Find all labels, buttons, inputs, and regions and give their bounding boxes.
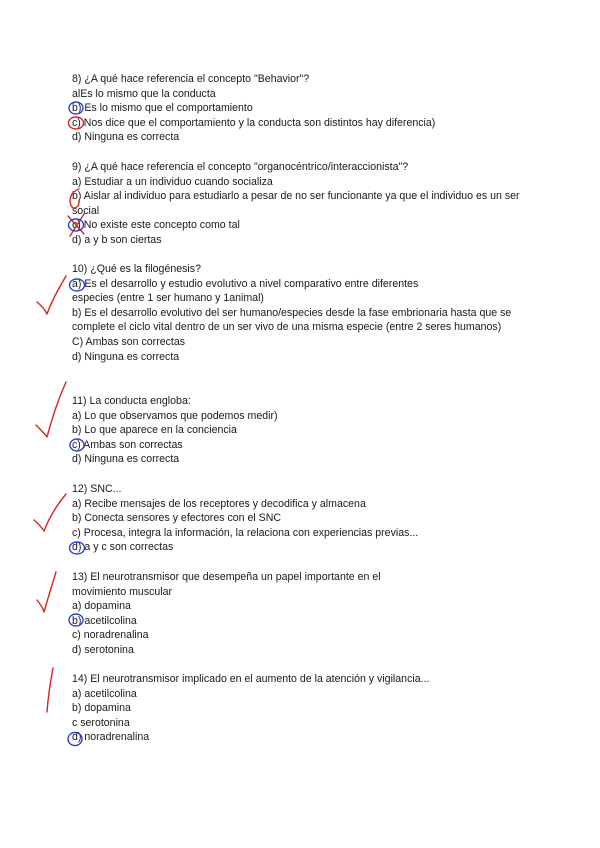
question-title: 9) ¿A qué hace referencia el concepto "organocéntrico/interaccionista"? — [72, 161, 409, 173]
option-a: alEs lo mismo que la conducta — [72, 87, 216, 100]
option-b: b) dopamina — [72, 702, 131, 715]
option-c: c serotonina — [72, 716, 130, 729]
question-11 — [72, 394, 532, 467]
question-title: 14) El neurotransmisor implicado en el aumento de la atención y vigilancia... — [72, 673, 430, 685]
option-b: b) Es lo mismo que el comportamiento — [72, 102, 253, 115]
question-title: 10) ¿Qué es la filogénesis? — [72, 263, 201, 275]
red-checkmark — [34, 494, 66, 531]
option-d: d) Ninguna es correcta — [72, 453, 180, 466]
option-d: d) Ninguna es correcta — [72, 350, 180, 363]
question-title: 13) El neurotransmisor que desempeña un papel importante en el movimiento muscular — [72, 571, 381, 598]
option-a: a) Lo que observamos que podemos medir) — [72, 409, 278, 422]
red-checkmark — [37, 572, 56, 612]
option-a: a) acetilcolina — [72, 687, 137, 700]
option-c: C) Ambas son correctas — [72, 335, 186, 348]
question-9 — [72, 160, 532, 248]
option-a: a) Es el desarrollo y estudio evolutivo a nivel comparativo entre diferentes especies (entre 1 ser humano y 1animal) — [72, 277, 419, 305]
option-d: d) a y c son correctas — [72, 541, 174, 554]
option-a: a) dopamina — [72, 600, 131, 613]
option-b: b) acetilcolina — [72, 614, 137, 627]
red-checkmark — [37, 276, 66, 314]
question-title: 11) La conducta engloba: — [72, 395, 191, 407]
option-c: c) Ambas son correctas — [72, 438, 183, 451]
option-a: a) Estudiar a un individuo cuando socializa — [72, 175, 273, 188]
question-title: 8) ¿A qué hace referencia el concepto "Behavior"? — [72, 73, 310, 85]
option-a: a) Recibe mensajes de los receptores y decodifica y almacena — [72, 497, 366, 510]
question-title: 12) SNC... — [72, 483, 122, 495]
question-8 — [72, 72, 532, 145]
option-d: d) a y b son ciertas — [72, 233, 162, 246]
option-d: d) serotonina — [72, 643, 134, 656]
option-b: b) Conecta sensores y efectores con el SNC — [72, 512, 282, 525]
option-b: b) Es el desarrollo evolutivo del ser humano/especies desde la fase embrionaria hasta que se complete el ciclo vital dentro de un ser vivo de una misma especie (entre 2 seres humanos) — [72, 306, 512, 334]
option-c: c) No existe este concepto como tal — [72, 219, 240, 232]
option-d: d) noradrenalina — [72, 731, 150, 744]
question-10 — [72, 262, 532, 364]
red-checkmark — [36, 382, 66, 437]
option-c: c) Procesa, integra la información, la relaciona con experiencias previas... — [72, 526, 419, 539]
option-c: c) noradrenalina — [72, 629, 149, 642]
question-13 — [72, 570, 532, 658]
option-b: b) Lo que aparece en la conciencia — [72, 424, 237, 437]
red-check-stroke — [47, 668, 53, 712]
option-b: b) Aislar al individuo para estudiarlo a pesar de no ser funcionante ya que el individuo es un ser social — [72, 190, 520, 217]
question-12 — [72, 482, 532, 555]
option-c: c) Nos dice que el comportamiento y la conducta son distintos hay diferencia) — [72, 116, 436, 129]
option-d: d) Ninguna es correcta — [72, 131, 180, 144]
question-14 — [72, 672, 532, 745]
